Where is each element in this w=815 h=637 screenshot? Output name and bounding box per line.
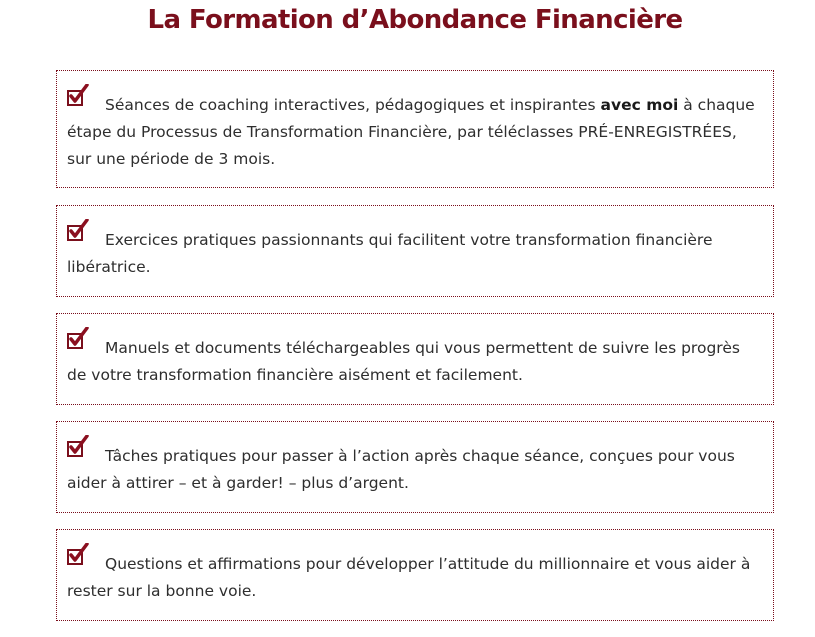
- item-text-bold: avec moi: [600, 96, 679, 114]
- checked-box-icon: [67, 84, 91, 106]
- item-text: Questions et affirmations pour développer l’attitude du millionnaire et vous aider à rester sur la bonne voie.: [67, 555, 751, 600]
- page-title: La Formation d’Abondance Financière: [147, 5, 683, 35]
- item-text: Séances de coaching interactives, pédagogiques et inspirantes: [105, 96, 601, 114]
- feature-item-manuals: [56, 313, 774, 405]
- checked-box-icon: [67, 543, 91, 565]
- item-text: Manuels et documents téléchargeables qui vous permettent de suivre les progrès de votre transformation financière aisément et facilement.: [67, 339, 740, 384]
- feature-item-questions: [56, 529, 774, 621]
- item-text-end: à chaque étape du Processus de Transformation Financière, par téléclasses PRÉ-ENREGISTRÉES, sur une période de 3 mois.: [67, 96, 755, 168]
- item-text: Tâches pratiques pour passer à l’action après chaque séance, conçues pour vous aider à attirer – et à garder! – plus d’argent.: [67, 447, 735, 492]
- feature-item-coaching: [56, 70, 774, 188]
- checked-box-icon: [67, 435, 91, 457]
- item-text: Exercices pratiques passionnants qui facilitent votre transformation financière libératrice.: [67, 231, 713, 276]
- feature-item-tasks: [56, 421, 774, 513]
- feature-item-exercises: [56, 205, 774, 297]
- checked-box-icon: [67, 219, 91, 241]
- checked-box-icon: [67, 327, 91, 349]
